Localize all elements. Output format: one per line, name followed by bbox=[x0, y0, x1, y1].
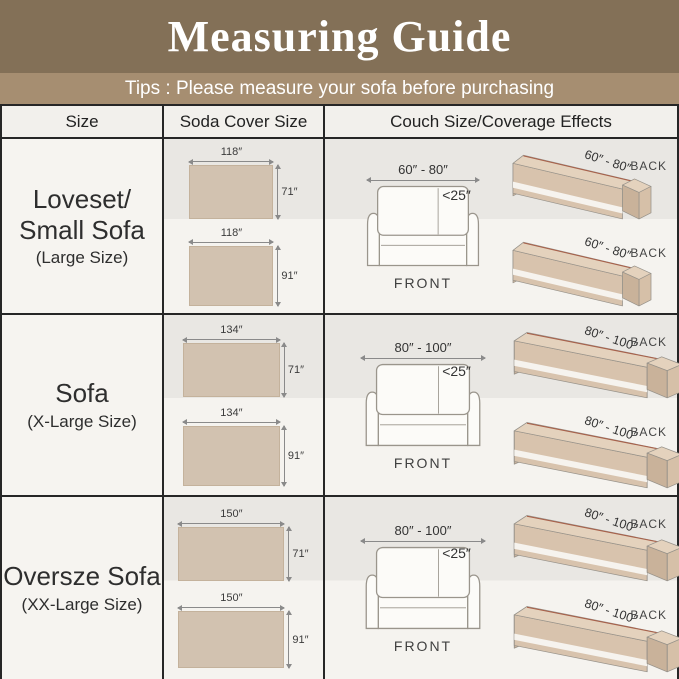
height-arrow bbox=[277, 246, 278, 306]
couch-width-arrow bbox=[367, 180, 479, 181]
cover-diagram bbox=[189, 227, 297, 306]
back-views bbox=[503, 315, 677, 495]
cover-rectangle bbox=[189, 246, 273, 306]
back-width-label: 60″ - 80″ bbox=[582, 147, 633, 176]
column-header-coverage: Couch Size/Coverage Effects bbox=[323, 106, 677, 137]
height-arrow bbox=[277, 165, 278, 219]
cover-diagram-main bbox=[178, 508, 284, 581]
back-caption: BACK bbox=[630, 246, 667, 260]
cover-height-label: 71″ bbox=[281, 186, 298, 199]
height-arrow bbox=[284, 426, 285, 486]
couch-width-arrow bbox=[361, 358, 485, 359]
coverage-cell bbox=[323, 497, 677, 679]
cover-height-side bbox=[277, 165, 297, 219]
back-view bbox=[503, 497, 677, 588]
cover-rectangle bbox=[178, 611, 284, 668]
back-width-label: 80″ - 100″ bbox=[582, 596, 640, 627]
back-caption: BACK bbox=[630, 159, 667, 173]
back-width-label: 80″ - 100″ bbox=[582, 505, 640, 536]
couch-width-label: 80″ - 100″ bbox=[394, 339, 452, 355]
height-arrow bbox=[288, 611, 289, 668]
size-name-line2: Small Sofa bbox=[19, 214, 145, 245]
cover-diagram bbox=[183, 324, 304, 397]
size-name-line1: Sofa bbox=[55, 378, 109, 409]
back-caption: BACK bbox=[630, 517, 667, 531]
couch-depth-label: <25″ bbox=[442, 187, 471, 203]
cover-width-label: 150″ bbox=[220, 508, 243, 520]
cover-height-side bbox=[288, 611, 308, 668]
coverage-cell bbox=[323, 139, 677, 313]
cover-rectangle bbox=[183, 426, 280, 486]
cover-diagram-main bbox=[178, 592, 284, 668]
sizing-table bbox=[0, 104, 679, 679]
cover-height-side bbox=[288, 527, 308, 581]
table-row bbox=[2, 315, 677, 497]
couch-front-diagram bbox=[343, 315, 503, 495]
couch-depth-label: <25″ bbox=[442, 545, 471, 561]
height-arrow bbox=[284, 343, 285, 397]
coverage-cell bbox=[323, 315, 677, 495]
size-cell bbox=[2, 139, 162, 313]
size-name bbox=[3, 561, 161, 592]
back-views bbox=[503, 497, 677, 679]
size-cell bbox=[2, 315, 162, 495]
front-caption: FRONT bbox=[393, 454, 453, 471]
cover-height-side bbox=[284, 426, 304, 486]
cover-diagram bbox=[189, 146, 297, 219]
column-header-cover-size: Soda Cover Size bbox=[162, 106, 323, 137]
size-name bbox=[55, 378, 109, 409]
size-name bbox=[19, 184, 145, 245]
cover-width-label: 118″ bbox=[220, 146, 243, 159]
back-view bbox=[503, 226, 677, 313]
tips-bar bbox=[0, 73, 679, 104]
back-caption: BACK bbox=[630, 335, 667, 349]
width-arrow bbox=[183, 422, 280, 423]
couch-front-diagram bbox=[343, 139, 503, 313]
page-header bbox=[0, 0, 679, 73]
back-view bbox=[503, 588, 677, 679]
size-name-line1: Loveset/ bbox=[32, 183, 132, 214]
cover-rectangle bbox=[178, 527, 284, 581]
cover-diagram-main bbox=[189, 227, 273, 306]
cover-height-label: 71″ bbox=[287, 364, 305, 377]
height-arrow bbox=[288, 527, 289, 581]
cover-size-cell bbox=[162, 497, 323, 679]
cover-size-cell bbox=[162, 139, 323, 313]
size-note: (Large Size) bbox=[35, 248, 129, 268]
width-arrow bbox=[189, 242, 273, 243]
couch-width-arrow bbox=[361, 541, 485, 542]
size-cell bbox=[2, 497, 162, 679]
size-note: (XX-Large Size) bbox=[21, 594, 143, 614]
cover-width-label: 134″ bbox=[220, 406, 243, 419]
cover-width-label: 118″ bbox=[220, 226, 243, 239]
cover-height-label: 91″ bbox=[281, 269, 298, 282]
back-view bbox=[503, 405, 677, 495]
cover-height-side bbox=[284, 343, 304, 397]
page-title: Measuring Guide bbox=[167, 12, 512, 61]
cover-width-label: 150″ bbox=[220, 592, 243, 604]
cover-height-side bbox=[277, 246, 297, 306]
back-width-label: 80″ - 100″ bbox=[582, 323, 640, 354]
cover-rectangle bbox=[189, 165, 273, 219]
cover-width-label: 134″ bbox=[220, 324, 243, 337]
column-header-size: Size bbox=[65, 111, 99, 131]
cover-diagram-main bbox=[189, 146, 273, 219]
table-header-row bbox=[2, 106, 677, 139]
back-view bbox=[503, 315, 677, 405]
table-row bbox=[2, 139, 677, 315]
back-sofa-illustration bbox=[507, 230, 657, 310]
width-arrow bbox=[183, 339, 280, 340]
cover-height-label: 71″ bbox=[292, 548, 309, 560]
back-caption: BACK bbox=[630, 608, 667, 622]
size-name-line1: Oversze Sofa bbox=[3, 561, 161, 592]
back-width-label: 80″ - 100″ bbox=[582, 413, 640, 444]
width-arrow bbox=[178, 523, 284, 524]
cover-height-label: 91″ bbox=[287, 449, 305, 462]
cover-height-label: 91″ bbox=[292, 633, 309, 646]
couch-depth-label: <25″ bbox=[442, 363, 471, 379]
table-row bbox=[2, 497, 677, 679]
size-note: (X-Large Size) bbox=[27, 411, 137, 431]
cover-diagram-main bbox=[183, 407, 280, 486]
cover-size-cell bbox=[162, 315, 323, 495]
cover-diagram-main bbox=[183, 324, 280, 397]
back-width-label: 60″ - 80″ bbox=[582, 234, 633, 263]
back-caption: BACK bbox=[630, 425, 667, 439]
front-caption: FRONT bbox=[393, 637, 453, 654]
back-sofa-illustration bbox=[507, 143, 657, 223]
tips-text: Tips : Please measure your sofa before purchasing bbox=[124, 77, 555, 99]
width-arrow bbox=[189, 161, 273, 162]
back-view bbox=[503, 139, 677, 226]
couch-front-diagram bbox=[343, 497, 503, 679]
back-views bbox=[503, 139, 677, 313]
cover-rectangle bbox=[183, 343, 280, 397]
width-arrow bbox=[178, 607, 284, 608]
couch-width-label: 60″ - 80″ bbox=[398, 161, 448, 177]
cover-diagram bbox=[178, 508, 308, 581]
cover-diagram bbox=[183, 407, 304, 486]
front-caption: FRONT bbox=[393, 274, 453, 291]
cover-diagram bbox=[178, 592, 308, 668]
couch-width-label: 80″ - 100″ bbox=[394, 522, 452, 538]
